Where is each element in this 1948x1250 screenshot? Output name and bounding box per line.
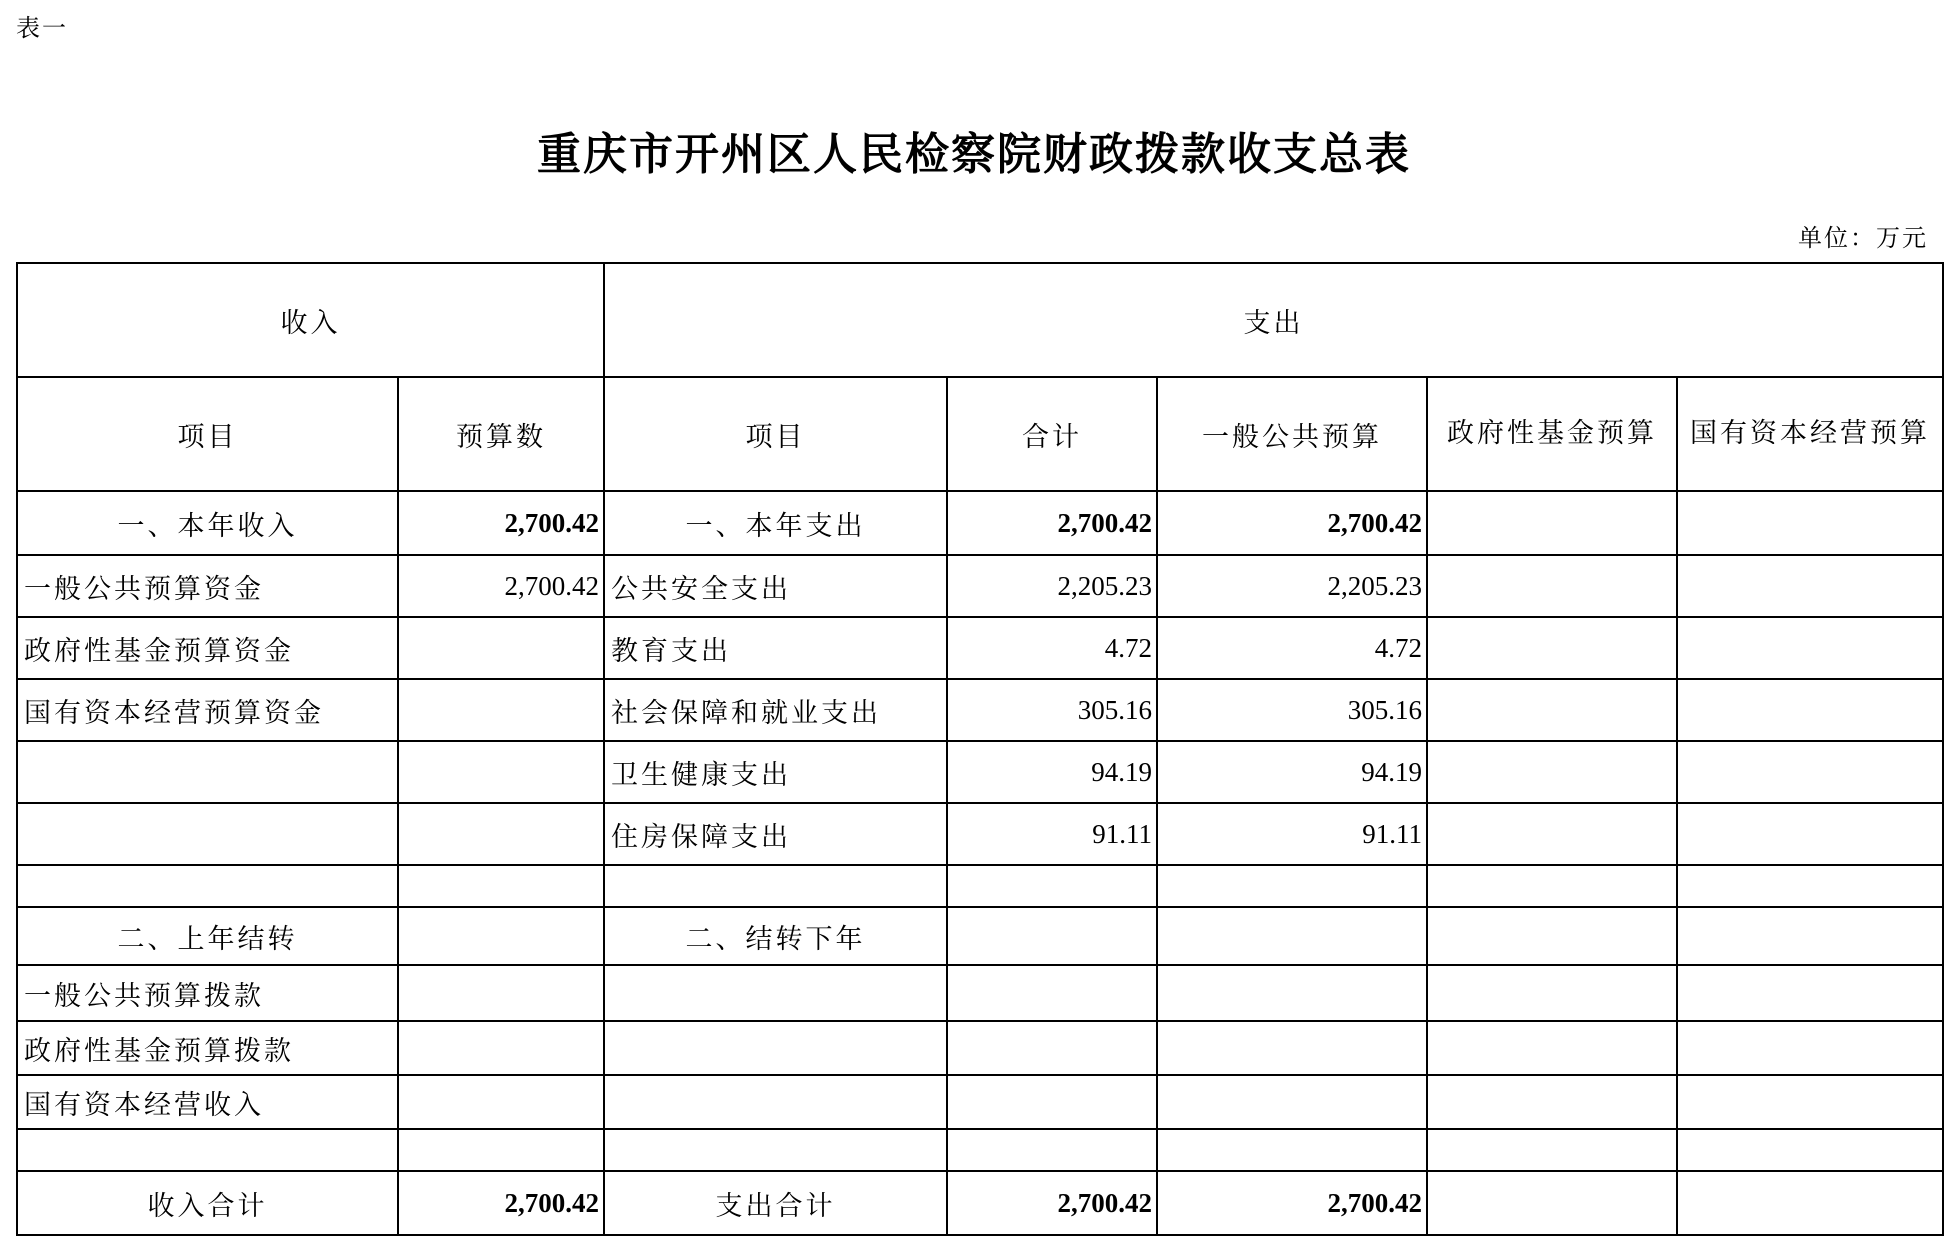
income-item-cell: [17, 741, 398, 803]
total-cell: [947, 1129, 1157, 1171]
gov-fund-budget-cell: [1427, 555, 1677, 617]
income-group-header: 收入: [17, 263, 604, 377]
gov-fund-budget-cell: [1427, 1129, 1677, 1171]
state-capital-budget-cell: [1677, 1171, 1943, 1235]
state-capital-budget-cell: [1677, 865, 1943, 907]
income-budget-cell: 2,700.42: [398, 555, 604, 617]
income-item-cell: [17, 803, 398, 865]
gov-fund-budget-cell: [1427, 1171, 1677, 1235]
total-cell: 91.11: [947, 803, 1157, 865]
total-cell: 2,700.42: [947, 491, 1157, 555]
income-budget-cell: [398, 803, 604, 865]
general-budget-cell: 305.16: [1157, 679, 1427, 741]
general-budget-cell: [1157, 965, 1427, 1021]
expense-item-cell: 公共安全支出: [604, 555, 947, 617]
document-title: 重庆市开州区人民检察院财政拨款收支总表: [537, 129, 1411, 180]
gov-fund-budget-cell: [1427, 1075, 1677, 1129]
general-budget-cell: [1157, 1075, 1427, 1129]
table-row: [17, 803, 1943, 865]
income-budget-cell: [398, 679, 604, 741]
expense-item-cell: [604, 965, 947, 1021]
income-budget-cell: [398, 741, 604, 803]
table-number-label: 表一: [16, 14, 68, 42]
total-cell: [947, 1075, 1157, 1129]
income-item-cell: 二、上年结转: [17, 907, 398, 965]
unit-label: 单位：万元: [1798, 224, 1928, 252]
column-header-row: [17, 377, 1943, 491]
table-row: [17, 1129, 1943, 1171]
income-budget-cell: [398, 1129, 604, 1171]
income-budget-header: 预算数: [398, 377, 604, 491]
general-budget-cell: [1157, 1129, 1427, 1171]
income-expense-table: [16, 262, 1944, 1236]
total-cell: 2,700.42: [947, 1171, 1157, 1235]
total-cell: [947, 865, 1157, 907]
gov-fund-budget-header: 政府性基金预算: [1427, 377, 1677, 491]
gov-fund-budget-cell: [1427, 617, 1677, 679]
income-item-cell: 政府性基金预算资金: [17, 617, 398, 679]
expense-item-cell: 二、结转下年: [604, 907, 947, 965]
expense-item-cell: 一、本年支出: [604, 491, 947, 555]
general-budget-cell: [1157, 865, 1427, 907]
gov-fund-budget-cell: [1427, 965, 1677, 1021]
gov-fund-budget-cell: [1427, 741, 1677, 803]
state-capital-budget-cell: [1677, 741, 1943, 803]
state-capital-budget-cell: [1677, 491, 1943, 555]
state-capital-budget-cell: [1677, 1129, 1943, 1171]
table-row: [17, 965, 1943, 1021]
state-capital-budget-cell: [1677, 1021, 1943, 1075]
table-row: [17, 907, 1943, 965]
general-budget-cell: [1157, 907, 1427, 965]
expense-item-cell: 支出合计: [604, 1171, 947, 1235]
state-capital-budget-cell: [1677, 803, 1943, 865]
income-budget-cell: [398, 865, 604, 907]
expense-item-cell: [604, 1075, 947, 1129]
table-row: [17, 741, 1943, 803]
gov-fund-budget-cell: [1427, 907, 1677, 965]
gov-fund-budget-cell: [1427, 679, 1677, 741]
state-capital-budget-cell: [1677, 617, 1943, 679]
income-item-header: 项目: [17, 377, 398, 491]
table-row: [17, 617, 1943, 679]
income-item-cell: 一般公共预算拨款: [17, 965, 398, 1021]
state-capital-budget-cell: [1677, 965, 1943, 1021]
table-row: [17, 1171, 1943, 1235]
state-capital-budget-cell: [1677, 1075, 1943, 1129]
total-cell: 4.72: [947, 617, 1157, 679]
expense-item-cell: [604, 1021, 947, 1075]
income-budget-cell: [398, 965, 604, 1021]
gov-fund-budget-cell: [1427, 491, 1677, 555]
income-item-cell: [17, 1129, 398, 1171]
expense-item-cell: [604, 865, 947, 907]
state-capital-budget-cell: [1677, 907, 1943, 965]
expense-group-header: 支出: [604, 263, 1943, 377]
table-row: [17, 1075, 1943, 1129]
expense-item-cell: 卫生健康支出: [604, 741, 947, 803]
gov-fund-budget-cell: [1427, 1021, 1677, 1075]
income-budget-cell: [398, 907, 604, 965]
table-row: [17, 679, 1943, 741]
income-item-cell: 收入合计: [17, 1171, 398, 1235]
expense-item-cell: [604, 1129, 947, 1171]
income-item-cell: 国有资本经营收入: [17, 1075, 398, 1129]
expense-item-cell: 社会保障和就业支出: [604, 679, 947, 741]
general-budget-cell: 91.11: [1157, 803, 1427, 865]
gov-fund-budget-cell: [1427, 803, 1677, 865]
general-budget-cell: 2,700.42: [1157, 1171, 1427, 1235]
table-row: [17, 555, 1943, 617]
income-item-cell: 一般公共预算资金: [17, 555, 398, 617]
income-budget-cell: 2,700.42: [398, 1171, 604, 1235]
general-budget-cell: [1157, 1021, 1427, 1075]
income-item-cell: 国有资本经营预算资金: [17, 679, 398, 741]
general-budget-cell: 2,205.23: [1157, 555, 1427, 617]
income-item-cell: 政府性基金预算拨款: [17, 1021, 398, 1075]
income-item-cell: 一、本年收入: [17, 491, 398, 555]
income-budget-cell: [398, 1021, 604, 1075]
total-cell: 2,205.23: [947, 555, 1157, 617]
table-row: [17, 1021, 1943, 1075]
total-cell: 94.19: [947, 741, 1157, 803]
total-cell: [947, 1021, 1157, 1075]
gov-fund-budget-cell: [1427, 865, 1677, 907]
general-budget-cell: 94.19: [1157, 741, 1427, 803]
income-item-cell: [17, 865, 398, 907]
state-capital-budget-cell: [1677, 555, 1943, 617]
income-budget-cell: 2,700.42: [398, 491, 604, 555]
expense-item-cell: 教育支出: [604, 617, 947, 679]
income-budget-cell: [398, 1075, 604, 1129]
expense-item-header: 项目: [604, 377, 947, 491]
total-header: 合计: [947, 377, 1157, 491]
total-cell: [947, 965, 1157, 1021]
general-budget-cell: 2,700.42: [1157, 491, 1427, 555]
table-row: [17, 491, 1943, 555]
total-cell: [947, 907, 1157, 965]
general-budget-cell: 4.72: [1157, 617, 1427, 679]
total-cell: 305.16: [947, 679, 1157, 741]
state-capital-budget-cell: [1677, 679, 1943, 741]
table-row: [17, 865, 1943, 907]
state-capital-budget-header: 国有资本经营预算: [1677, 377, 1943, 491]
group-header-row: [17, 263, 1943, 377]
general-budget-header: 一般公共预算: [1157, 377, 1427, 491]
income-budget-cell: [398, 617, 604, 679]
expense-item-cell: 住房保障支出: [604, 803, 947, 865]
